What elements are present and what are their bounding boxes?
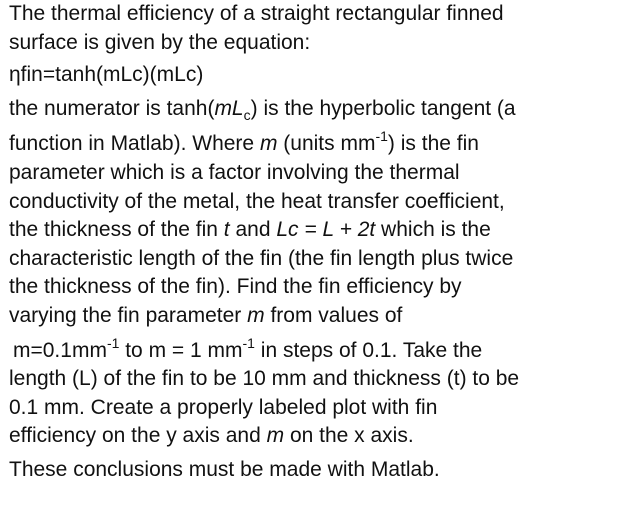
math-m: m <box>247 303 265 327</box>
text-line-7: conductivity of the metal, the heat transfer coefficient, <box>9 189 505 213</box>
text-line-9: characteristic length of the fin (the fin length plus twice <box>9 246 514 270</box>
math-m: m <box>266 424 285 448</box>
text-line-16: These conclusions must be made with Matlab. <box>9 457 440 481</box>
text-line-13: length (L) of the fin to be 10 mm and thickness (t) to be <box>9 367 520 391</box>
problem-text <box>9 0 631 485</box>
text-line-1: The thermal efficiency of a straight rectangular finned <box>9 2 504 25</box>
text-line-6: parameter which is a factor involving the thermal <box>9 160 460 184</box>
text-line-10: the thickness of the fin). Find the fin efficiency by <box>9 275 462 299</box>
math-mlc: mL <box>214 96 244 120</box>
text-line-15: efficiency on the y axis and m on the x axis. <box>9 424 414 448</box>
math-lc-equation: Lc = L + 2t <box>276 218 376 242</box>
text-line-11: varying the fin parameter m from values of <box>9 303 403 327</box>
math-m: m <box>259 132 278 156</box>
equation-line: ηfin=tanh(mLc)(mLc) <box>9 63 204 87</box>
text-line-4: the numerator is $\tanh(mL_c)$ is the hyperbolic tangent (a <box>9 96 516 123</box>
math-t: t <box>223 218 230 242</box>
text-line-2: surface is given by the equation: <box>9 30 311 54</box>
superscript-minus-one: -1 <box>375 128 388 145</box>
subscript-c: c <box>243 106 251 123</box>
text-line-8: the thickness of the fin t and Lc = L + 2t which is the <box>9 218 491 242</box>
text-line-5: function in Matlab). Where m (units $mm^{-1}$) is the fin <box>9 128 479 156</box>
superscript-minus-one: -1 <box>106 334 120 351</box>
superscript-minus-one: -1 <box>242 334 255 351</box>
text-line-14: 0.1 mm. Create a properly labeled plot with fin <box>9 395 438 419</box>
text-line-12: $m=0.1mm^{-1}$ to m = 1 $mm^{-1}$ in steps of 0.1. Take the <box>13 334 483 362</box>
